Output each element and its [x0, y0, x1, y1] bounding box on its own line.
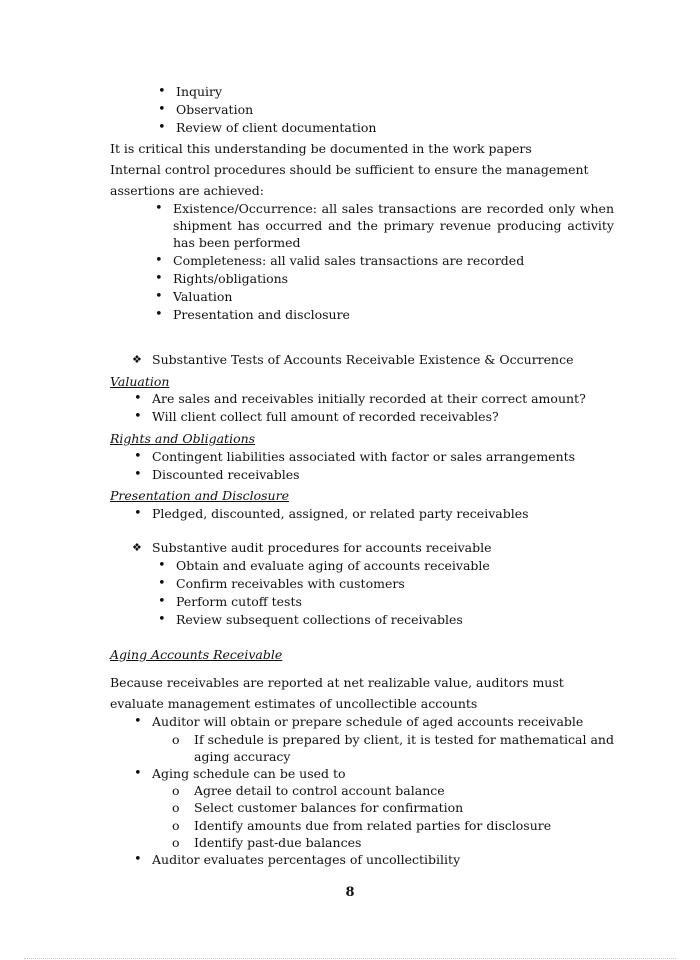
list-item: • Pledged, discounted, assigned, or related party receivables [152, 505, 529, 523]
sub-list-item: o Identify amounts due from related parties for disclosure [194, 817, 551, 834]
presentation-disclosure-list [152, 505, 529, 523]
valuation-heading: Valuation [110, 374, 170, 389]
list-item: • Confirm receivables with customers [176, 575, 490, 593]
paragraph-internal-control-line2: assertions are achieved: [110, 183, 265, 198]
valuation-list [152, 390, 586, 426]
paragraph-critical: It is critical this understanding be documented in the work papers [110, 141, 532, 156]
sub-list-item: o Identify past-due balances [194, 834, 551, 851]
list-item: • Discounted receivables [152, 466, 575, 484]
list-item: • Are sales and receivables initially recorded at their correct amount? [152, 390, 586, 408]
substantive-tests-heading [152, 351, 574, 369]
procedures-list [176, 557, 490, 629]
list-item: • Obtain and evaluate aging of accounts receivable [176, 557, 490, 575]
list-item: • Review of client documentation [176, 119, 376, 137]
list-item: • Perform cutoff tests [176, 593, 490, 611]
aging-item-schedule-sub [194, 731, 614, 765]
heading-text: ❖ Substantive Tests of Accounts Receivable Existence & Occurrence [152, 351, 574, 369]
presentation-disclosure-heading: Presentation and Disclosure [110, 488, 289, 503]
assertion-completeness: • Completeness: all valid sales transactions are recorded [173, 252, 614, 270]
page-number: 8 [345, 885, 355, 900]
sub-list-item: o Select customer balances for confirmation [194, 799, 551, 816]
aging-item-uses [152, 765, 346, 783]
list-item: • Inquiry [176, 83, 376, 101]
procedures-heading [152, 539, 492, 557]
assertion-existence: • Existence/Occurrence: all sales transactions are recorded only when shipment has occurred and the primary revenue producing activity has been performed [173, 200, 614, 251]
aging-item-schedule [152, 713, 583, 731]
heading-text: ❖ Substantive audit procedures for accounts receivable [152, 539, 492, 557]
list-item: • Auditor will obtain or prepare schedule of aged accounts receivable [152, 713, 583, 731]
page-bottom-rule [24, 958, 676, 959]
list-item: • Review subsequent collections of receivables [176, 611, 490, 629]
assertion-valuation: • Valuation [173, 288, 614, 306]
list-item: • Contingent liabilities associated with factor or sales arrangements [152, 448, 575, 466]
rights-obligations-list [152, 448, 575, 484]
rights-obligations-heading: Rights and Obligations [110, 431, 256, 446]
list-item: • Auditor evaluates percentages of uncollectibility [152, 851, 460, 869]
list-item: • Aging schedule can be used to [152, 765, 346, 783]
intro-list [176, 83, 376, 137]
list-item: • Observation [176, 101, 376, 119]
sub-list-item: o If schedule is prepared by client, it is tested for mathematical and aging accuracy [194, 731, 614, 765]
aging-uses-sublist [194, 782, 551, 851]
aging-paragraph-line1: Because receivables are reported at net realizable value, auditors must [110, 675, 564, 690]
aging-paragraph-line2: evaluate management estimates of uncollectible accounts [110, 696, 478, 711]
assertion-presentation: • Presentation and disclosure [173, 306, 614, 324]
aging-item-evaluate [152, 851, 460, 869]
paragraph-internal-control-line1: Internal control procedures should be sufficient to ensure the management [110, 162, 589, 177]
assertions-list [173, 200, 614, 324]
aging-heading: Aging Accounts Receivable [110, 647, 283, 662]
list-item: • Will client collect full amount of recorded receivables? [152, 408, 586, 426]
sub-list-item: o Agree detail to control account balance [194, 782, 551, 799]
assertion-rights: • Rights/obligations [173, 270, 614, 288]
